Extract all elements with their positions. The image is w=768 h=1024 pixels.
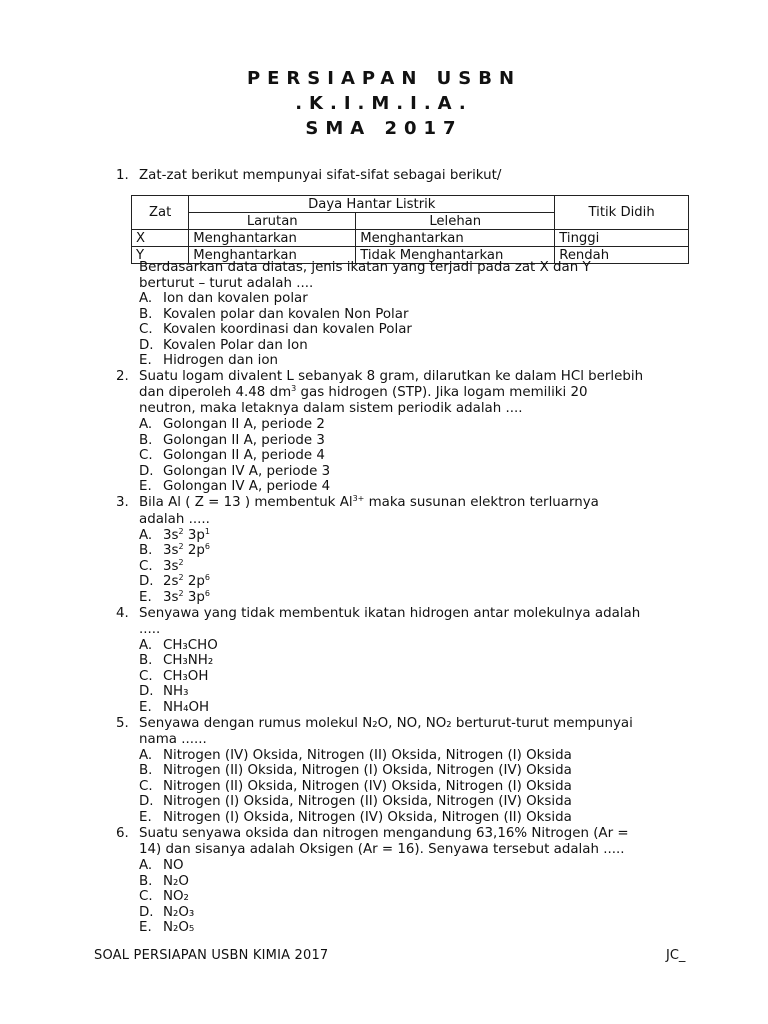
question-text: adalah ..... [139, 512, 210, 527]
option-letter: C. [139, 559, 153, 574]
option-letter: A. [139, 291, 153, 306]
option-letter: D. [139, 905, 154, 920]
option-text: CH₃OH [163, 669, 209, 684]
question-number: 2. [116, 369, 129, 384]
option-text: NO [163, 858, 184, 873]
answer-option[interactable]: D. $2s^2$ $2p^6$ [139, 573, 210, 589]
option-letter: D. [139, 464, 154, 479]
answer-option[interactable] [139, 448, 325, 464]
option-letter: E. [139, 920, 152, 935]
option-letter: C. [139, 448, 153, 463]
question-text: Berdasarkan data diatas, jenis ikatan yang terjadi pada zat X dan Y [139, 260, 591, 275]
option-letter: C. [139, 322, 153, 337]
answer-option[interactable] [139, 874, 189, 890]
option-letter: B. [139, 307, 153, 322]
question-text: neutron, maka letaknya dalam sistem periodik adalah .... [139, 401, 523, 416]
question-number: 6. [116, 826, 129, 841]
option-text: Kovalen koordinasi dan kovalen Polar [163, 322, 412, 337]
option-text: Golongan II A, periode 4 [163, 448, 325, 463]
answer-option[interactable] [139, 479, 330, 495]
footer-title: SOAL PERSIAPAN USBN KIMIA 2017 [94, 948, 329, 963]
header-level: SMA 2017 [305, 118, 463, 139]
option-letter: E. [139, 700, 152, 715]
answer-option[interactable] [139, 338, 308, 354]
option-letter: D. [139, 338, 154, 353]
option-text: N₂O [163, 874, 189, 889]
question-text: dan diperoleh 4.48 $dm^3$ gas hidrogen (STP). Jika logam memiliki 20 [139, 384, 588, 400]
option-letter: C. [139, 889, 153, 904]
header-subject: .K.I.M.I.A. [295, 93, 473, 114]
answer-option[interactable] [139, 669, 208, 685]
option-letter: A. [139, 858, 153, 873]
table-header-dht: Daya Hantar Listrik [189, 196, 555, 213]
data-table [131, 195, 689, 264]
option-text: NH₃ [163, 684, 189, 699]
table-row [132, 230, 689, 247]
option-text: N₂O₅ [163, 920, 195, 935]
header-title: PERSIAPAN USBN [246, 68, 522, 89]
question-text: Zat-zat berikut mempunyai sifat-sifat sebagai berikut/ [139, 168, 502, 183]
answer-option[interactable] [139, 684, 188, 700]
table-header-titik-didih: Titik Didih [555, 196, 689, 230]
option-text: Kovalen polar dan kovalen Non Polar [163, 307, 409, 322]
answer-option[interactable] [139, 700, 209, 716]
answer-option[interactable] [139, 748, 572, 764]
option-letter: E. [139, 353, 152, 368]
option-letter: D. [139, 794, 154, 809]
option-letter: B. [139, 874, 153, 889]
option-letter: B. [139, 653, 153, 668]
question-text: ..... [139, 622, 161, 637]
question-number: 3. [116, 495, 129, 510]
footer-initials: JC_ [666, 948, 686, 963]
answer-option[interactable] [139, 889, 189, 905]
answer-option[interactable] [139, 779, 572, 795]
answer-option[interactable] [139, 794, 572, 810]
answer-option[interactable] [139, 433, 325, 449]
option-text: Nitrogen (IV) Oksida, Nitrogen (II) Oksida, Nitrogen (I) Oksida [163, 748, 572, 763]
answer-option[interactable] [139, 464, 330, 480]
answer-option[interactable] [139, 653, 213, 669]
table-cell: Tinggi [555, 230, 689, 247]
answer-option[interactable] [139, 417, 325, 433]
option-letter: E. [139, 590, 152, 605]
option-text: NH₄OH [163, 700, 210, 715]
option-text: Ion dan kovalen polar [163, 291, 308, 306]
answer-option[interactable]: C. $3s^2$ [139, 558, 184, 574]
option-letter: A. [139, 417, 153, 432]
option-letter: E. [139, 810, 152, 825]
question-number: 5. [116, 716, 129, 731]
option-text: Golongan II A, periode 2 [163, 417, 325, 432]
question-text: berturut – turut adalah .... [139, 276, 314, 291]
option-text: Kovalen Polar dan Ion [163, 338, 308, 353]
table-cell: Tidak Menghantarkan [356, 247, 555, 264]
answer-option[interactable] [139, 353, 278, 369]
option-text: Golongan II A, periode 3 [163, 433, 325, 448]
option-letter: D. [139, 574, 154, 589]
question-text: Senyawa yang tidak membentuk ikatan hidrogen antar molekulnya adalah [139, 606, 641, 621]
option-letter: E. [139, 479, 152, 494]
table-header-zat: Zat [132, 196, 189, 230]
answer-option[interactable] [139, 810, 572, 826]
option-letter: B. [139, 433, 153, 448]
answer-option[interactable] [139, 763, 572, 779]
answer-option[interactable] [139, 307, 408, 323]
answer-option[interactable]: A. $3s^2$ $3p^1$ [139, 527, 210, 543]
option-letter: C. [139, 669, 153, 684]
question-text: 14) dan sisanya adalah Oksigen (Ar = 16). Senyawa tersebut adalah ..... [139, 842, 625, 857]
table-cell: Menghantarkan [189, 247, 356, 264]
option-letter: A. [139, 638, 153, 653]
answer-option[interactable] [139, 858, 184, 874]
question-number: 4. [116, 606, 129, 621]
question-text: Senyawa dengan rumus molekul N₂O, NO, NO₂ berturut-turut mempunyai [139, 716, 633, 731]
answer-option[interactable] [139, 920, 194, 936]
option-letter: B. [139, 543, 153, 558]
answer-option[interactable] [139, 291, 308, 307]
option-text: CH₃NH₂ [163, 653, 214, 668]
table-cell: X [132, 230, 189, 247]
option-letter: B. [139, 763, 153, 778]
question-text: nama ...... [139, 732, 207, 747]
option-text: Nitrogen (II) Oksida, Nitrogen (IV) Oksida, Nitrogen (I) Oksida [163, 779, 572, 794]
option-letter: C. [139, 779, 153, 794]
option-text: N₂O₃ [163, 905, 195, 920]
option-text: Nitrogen (II) Oksida, Nitrogen (I) Oksida, Nitrogen (IV) Oksida [163, 763, 572, 778]
option-text: Golongan IV A, periode 3 [163, 464, 331, 479]
answer-option[interactable] [139, 638, 218, 654]
answer-option[interactable] [139, 322, 412, 338]
option-text: Hidrogen dan ion [163, 353, 279, 368]
option-letter: A. [139, 748, 153, 763]
option-text: Golongan IV A, periode 4 [163, 479, 331, 494]
answer-option[interactable]: B. $3s^2$ $2p^6$ [139, 542, 210, 558]
option-text: Nitrogen (I) Oksida, Nitrogen (II) Oksida, Nitrogen (IV) Oksida [163, 794, 572, 809]
table-cell: Rendah [555, 247, 689, 264]
answer-option[interactable] [139, 905, 194, 921]
option-letter: A. [139, 528, 153, 543]
question-text: Bila Al ( Z = 13 ) membentuk $Al^{3+}$ maka susunan elektron terluarnya [139, 494, 599, 510]
table-cell: Menghantarkan [356, 230, 555, 247]
question-text: Suatu senyawa oksida dan nitrogen mengandung 63,16% Nitrogen (Ar = [139, 826, 629, 841]
question-number: 1. [116, 168, 129, 183]
option-text: Nitrogen (I) Oksida, Nitrogen (IV) Oksida, Nitrogen (II) Oksida [163, 810, 572, 825]
table-cell: Menghantarkan [189, 230, 356, 247]
table-header-larutan: Larutan [189, 213, 356, 230]
answer-option[interactable]: E. $3s^2$ $3p^6$ [139, 589, 210, 605]
question-text: Suatu logam divalent L sebanyak 8 gram, dilarutkan ke dalam HCl berlebih [139, 369, 644, 384]
option-letter: D. [139, 684, 154, 699]
option-text: CH₃CHO [163, 638, 218, 653]
table-cell: Y [132, 247, 189, 264]
option-text: NO₂ [163, 889, 189, 904]
table-header-lelehan: Lelehan [356, 213, 555, 230]
